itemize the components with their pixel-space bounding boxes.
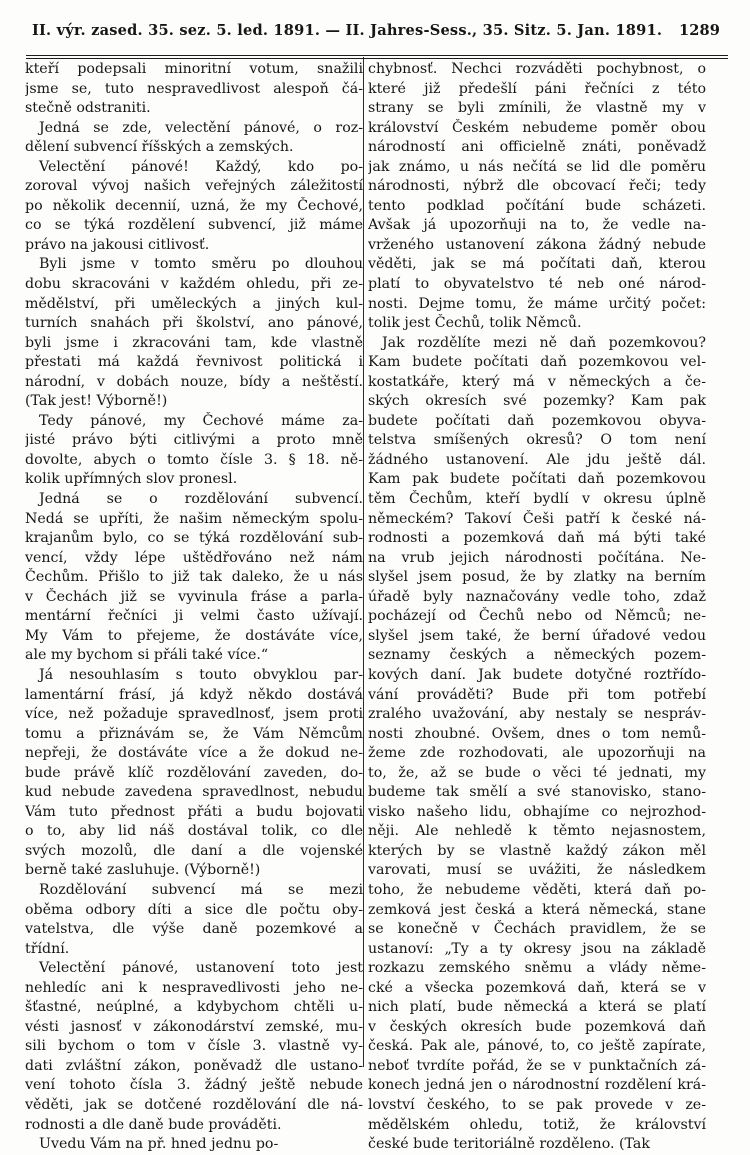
text-line: Kam budete počítati daň pozemkovou vel- bbox=[368, 354, 706, 371]
text-line: dělení subvencí říšských a zemských. bbox=[25, 139, 294, 156]
text-line: národnosti, nýbrž dle obcovací řeči; tedy bbox=[368, 178, 706, 195]
text-line: oběma odbory díti a sice dle počtu oby- bbox=[25, 901, 363, 918]
text-line: kteří podepsali minoritní votum, snažili bbox=[25, 61, 363, 77]
text-line: nosti. Dejme tomu, že máme určitý počet: bbox=[368, 295, 706, 312]
text-line: dovolte, abych o tomto čísle 3. § 18. ně- bbox=[25, 451, 363, 468]
text-line: Velectění pánové, ustanovení toto jest bbox=[39, 960, 363, 977]
text-line: Já nesouhlasím s touto obvyklou par- bbox=[39, 666, 363, 683]
text-line: Byli jsme v tomto směru po dlouhou bbox=[39, 256, 363, 273]
text-line: telstva smíšených okresů? O tom není bbox=[368, 432, 706, 449]
text-line: mentární řečníci ji velmi často užívají. bbox=[25, 608, 363, 625]
text-line: zralého uvažování, aby nestaly se nespráv- bbox=[368, 706, 706, 723]
text-line: jsme se, tuto nespravedlivost alespoň čá- bbox=[25, 80, 363, 97]
text-line: třídní. bbox=[25, 940, 70, 957]
text-line: Rozdělování subvencí má se mezi bbox=[39, 881, 363, 898]
text-line: sili bychom o tom v čísle 3. vlastně vy- bbox=[25, 1038, 363, 1055]
paragraph bbox=[25, 1135, 363, 1155]
text-line: Velectění pánové! Každý, kdo po- bbox=[39, 158, 363, 175]
text-line: chybnosť. Nechci rozváděti pochybnost, o bbox=[368, 61, 706, 77]
text-line: Čechům. Přišlo to již tak daleko, že u nás bbox=[25, 569, 363, 586]
text-line: stečně odstraniti. bbox=[25, 100, 151, 117]
text-line: věděti, jak se dotčené rozdělování dle ná- bbox=[25, 1096, 363, 1113]
text-line: rodnosti a dle daně bude prováděti. bbox=[25, 1116, 282, 1133]
paragraph bbox=[25, 881, 363, 959]
header-rule bbox=[26, 55, 728, 56]
text-line: kolik upřímných slov pronesl. bbox=[25, 471, 238, 488]
text-line: mědělském ohledu, totiž, že království bbox=[368, 1116, 706, 1133]
text-line: vésti jasnosť v zákonodárství zemské, mu- bbox=[25, 1018, 363, 1035]
text-line: v českých okresích bude pozemková daň bbox=[368, 1018, 706, 1035]
text-line: konech jedná jen o národnostní rozdělení krá- bbox=[368, 1077, 706, 1094]
text-line: přestati má každá řevnivost politická i bbox=[25, 354, 363, 371]
text-line: úřadě byly naznačovány vedle toho, zdaž bbox=[368, 588, 706, 605]
text-line: svých mozolů, dle daní a dle vojenské bbox=[25, 842, 363, 859]
text-line: národní, v dobách nouze, bídy a neštěstí. bbox=[25, 373, 363, 390]
text-line: bude právě klíč rozdělování zaveden, do- bbox=[25, 764, 363, 781]
text-line: budeme tak smělí a své stanovisko, stano- bbox=[368, 784, 706, 801]
paragraph bbox=[25, 666, 363, 881]
text-line: turních snahách při školství, ano pánové, bbox=[25, 315, 363, 332]
header-session-info: II. výr. zased. 35. sez. 5. led. 1891. — II. Jahres-Sess., 35. Sitz. 5. Jan. 1891. bbox=[32, 22, 663, 39]
text-line: ustanoví: „Ty a ty okresy jsou na základě bbox=[368, 940, 706, 957]
text-line: v Čechách již se vyvinula fráse a parla- bbox=[25, 588, 363, 605]
text-line: lovství českého, to se pak provede v ze- bbox=[368, 1096, 706, 1113]
text-line: Kam pak budete počítati daň pozemkovou bbox=[368, 471, 706, 488]
text-line: (Tak jest! Výborně!) bbox=[25, 393, 168, 410]
text-line: Jak rozdělíte mezi ně daň pozemkovou? bbox=[382, 334, 706, 351]
text-line: strany se byli zmínili, že vlastně my v bbox=[368, 100, 706, 117]
text-line: věděti, jak se má počítati daň, kterou bbox=[368, 256, 706, 273]
text-line: toho, že nebudeme věděti, která daň po- bbox=[368, 881, 706, 898]
paragraph bbox=[25, 959, 363, 1135]
text-line: slyšel jsem také, že berní úřadové vedou bbox=[368, 627, 706, 644]
text-line: zemková jest česká a která německá, stane bbox=[368, 901, 706, 918]
text-line: slyšel jsem posud, že by zlatky na berním bbox=[368, 569, 706, 586]
text-line: království Českém nebudeme poměr obou bbox=[368, 119, 706, 136]
text-line: neboť tvrdíte pořád, že se v punktačních zá- bbox=[368, 1057, 706, 1074]
text-line: o to, aby lid náš dostával tolik, co dle bbox=[25, 823, 363, 840]
paragraph bbox=[25, 412, 363, 490]
text-line: jisté právo býti citlivými a proto mně bbox=[25, 432, 363, 449]
running-header bbox=[32, 22, 720, 39]
paragraph bbox=[25, 158, 363, 256]
text-line: budete počítati daň pozemkovou obyva- bbox=[368, 412, 706, 429]
text-line: po několik decennií, uzná, že my Čechové, bbox=[25, 197, 363, 214]
text-line: jak známo, u nás nečítá se lid dle poměru bbox=[368, 158, 706, 175]
text-line: varovati, musí se uvážiti, že následkem bbox=[368, 862, 706, 879]
text-line: vencí, vždy lépe uštědřováno než nám bbox=[25, 549, 363, 566]
text-line: pocházejí od Čechů nebo od Němců; ne- bbox=[368, 608, 706, 625]
left-column bbox=[25, 60, 363, 1155]
text-line: právo na jakousi citlivosť. bbox=[25, 236, 210, 253]
text-line: tento podklad počítání bude scházeti. bbox=[368, 197, 706, 214]
text-line: byli jsme i zkracováni tam, kde vlastně bbox=[25, 334, 363, 351]
paragraph bbox=[368, 60, 706, 334]
text-line: Tedy pánové, my Čechové máme za- bbox=[39, 412, 363, 429]
paragraph bbox=[25, 60, 363, 119]
text-line: Nedá se upříti, že našim německým spolu- bbox=[25, 510, 363, 527]
text-line: národností ani officielně znáti, poněvadž bbox=[368, 139, 706, 156]
paragraph bbox=[25, 255, 363, 411]
text-line: vrženého ustanovení zákona žádný nebude bbox=[368, 236, 706, 253]
text-line: to, že, až se bude o věci té jednati, my bbox=[368, 764, 706, 781]
text-line: kostatkáře, který má v německých a če- bbox=[368, 373, 706, 390]
text-line: vení tohoto čísla 3. žádný ještě nebude bbox=[25, 1077, 363, 1094]
text-line: Uvedu Vám na př. hned jednu po- bbox=[39, 1136, 279, 1153]
text-line: vání prováděti? Bude při tom potřebí bbox=[368, 686, 706, 703]
page-number: 1289 bbox=[678, 22, 720, 39]
text-line: se konečně v Čechách pravidlem, že se bbox=[368, 921, 706, 938]
text-line: mědělství, při uměleckých a jiných kul- bbox=[25, 295, 363, 312]
right-column bbox=[368, 60, 706, 1155]
text-line: lamentární frásí, já když někdo dostává bbox=[25, 686, 363, 703]
text-line: žeme zde rozhodovati, ale upozorňuji na bbox=[368, 745, 706, 762]
text-line: nosti zhoubné. Ovšem, dnes o tom nemů- bbox=[368, 725, 706, 742]
text-line: tomu a přiznávám se, že Vám Němcům bbox=[25, 725, 363, 742]
text-line: visko našeho lidu, obhajíme co nejrozhod- bbox=[368, 803, 706, 820]
text-line: Jedná se zde, velectění pánové, o roz- bbox=[39, 119, 363, 136]
text-line: více, než požaduje spravedlnosť, jsem proti bbox=[25, 706, 363, 723]
text-line: nehledíc ani k nespravedlivosti jeho ne- bbox=[25, 979, 363, 996]
text-line: české bude teritoriálně rozděleno. (Tak bbox=[368, 1136, 650, 1153]
text-line: kterých by se vlastně každý zákon měl bbox=[368, 842, 706, 859]
text-line: česká. Pak ale, pánové, to, co ještě zapírate, bbox=[368, 1038, 706, 1055]
text-line: těm Čechům, kteří bydlí v okresu úplně bbox=[368, 491, 706, 508]
text-line: kud nebude zavedena spravedlnost, nebudu bbox=[25, 784, 363, 801]
text-line: které již předešlí páni řečníci z této bbox=[368, 80, 706, 97]
text-line: vatelstva, dle výše daně pozemkové a bbox=[25, 921, 363, 938]
text-line: Avšak já upozorňuji na to, že vedle na- bbox=[368, 217, 706, 234]
text-line: něji. Ale nehledě k těmto nejasnostem, bbox=[368, 823, 706, 840]
text-line: seznamy českých a německých pozem- bbox=[368, 647, 706, 664]
text-line: ských okresích své pozemky? Kam pak bbox=[368, 393, 706, 410]
paragraph bbox=[368, 334, 706, 1155]
text-line: berně také zasluhuje. (Výborně!) bbox=[25, 862, 261, 879]
text-line: žádného ustanovení. Ale jdu ještě dál. bbox=[368, 451, 706, 468]
text-line: rodnosti a pozemková daň má býti také bbox=[368, 530, 706, 547]
text-line: platí to obyvatelstvo té neb oné národ- bbox=[368, 276, 706, 293]
paragraph bbox=[25, 490, 363, 666]
text-line: kových daní. Jak budete dotyčné roztřído- bbox=[368, 666, 706, 683]
text-line: dobu skracováni v každém ohledu, při ze- bbox=[25, 276, 363, 293]
column-divider bbox=[363, 57, 364, 1067]
text-line: ale my bychom si přáli také více.“ bbox=[25, 647, 269, 664]
text-line: dati zvláštní zákon, poněvadž dle ustano- bbox=[25, 1057, 363, 1074]
text-line: My Vám to přejeme, že dostáváte více, bbox=[25, 627, 363, 644]
text-line: cké a všecka pozemková daň, která se v bbox=[368, 979, 706, 996]
text-line: Vám tuto přednost přáti a budu bojovati bbox=[25, 803, 363, 820]
paragraph bbox=[25, 119, 363, 158]
text-line: šťastné, neúplné, a kdybychom chtěli u- bbox=[25, 999, 363, 1016]
text-line: nepřeji, že dostáváte více a že dokud ne- bbox=[25, 745, 363, 762]
text-line: co se týká rozdělení subvencí, již máme bbox=[25, 217, 363, 234]
text-line: krajanům bylo, co se týká rozdělování sub- bbox=[25, 530, 363, 547]
text-line: rozkazu zemského sněmu a vlády něme- bbox=[368, 960, 706, 977]
text-line: německém? Takoví Češi patří k české ná- bbox=[368, 510, 706, 527]
text-line: na vrub jejich národnosti počítána. Ne- bbox=[368, 549, 706, 566]
text-line: tolik jest Čechů, tolik Němců. bbox=[368, 315, 582, 332]
text-line: Jedná se o rozdělování subvencí. bbox=[39, 491, 363, 508]
text-line: zoroval vývoj našich veřejných záležitostí bbox=[25, 178, 363, 195]
header-rule-thin bbox=[26, 58, 728, 59]
text-line: nich platí, bude německá a která se platí bbox=[368, 999, 706, 1016]
